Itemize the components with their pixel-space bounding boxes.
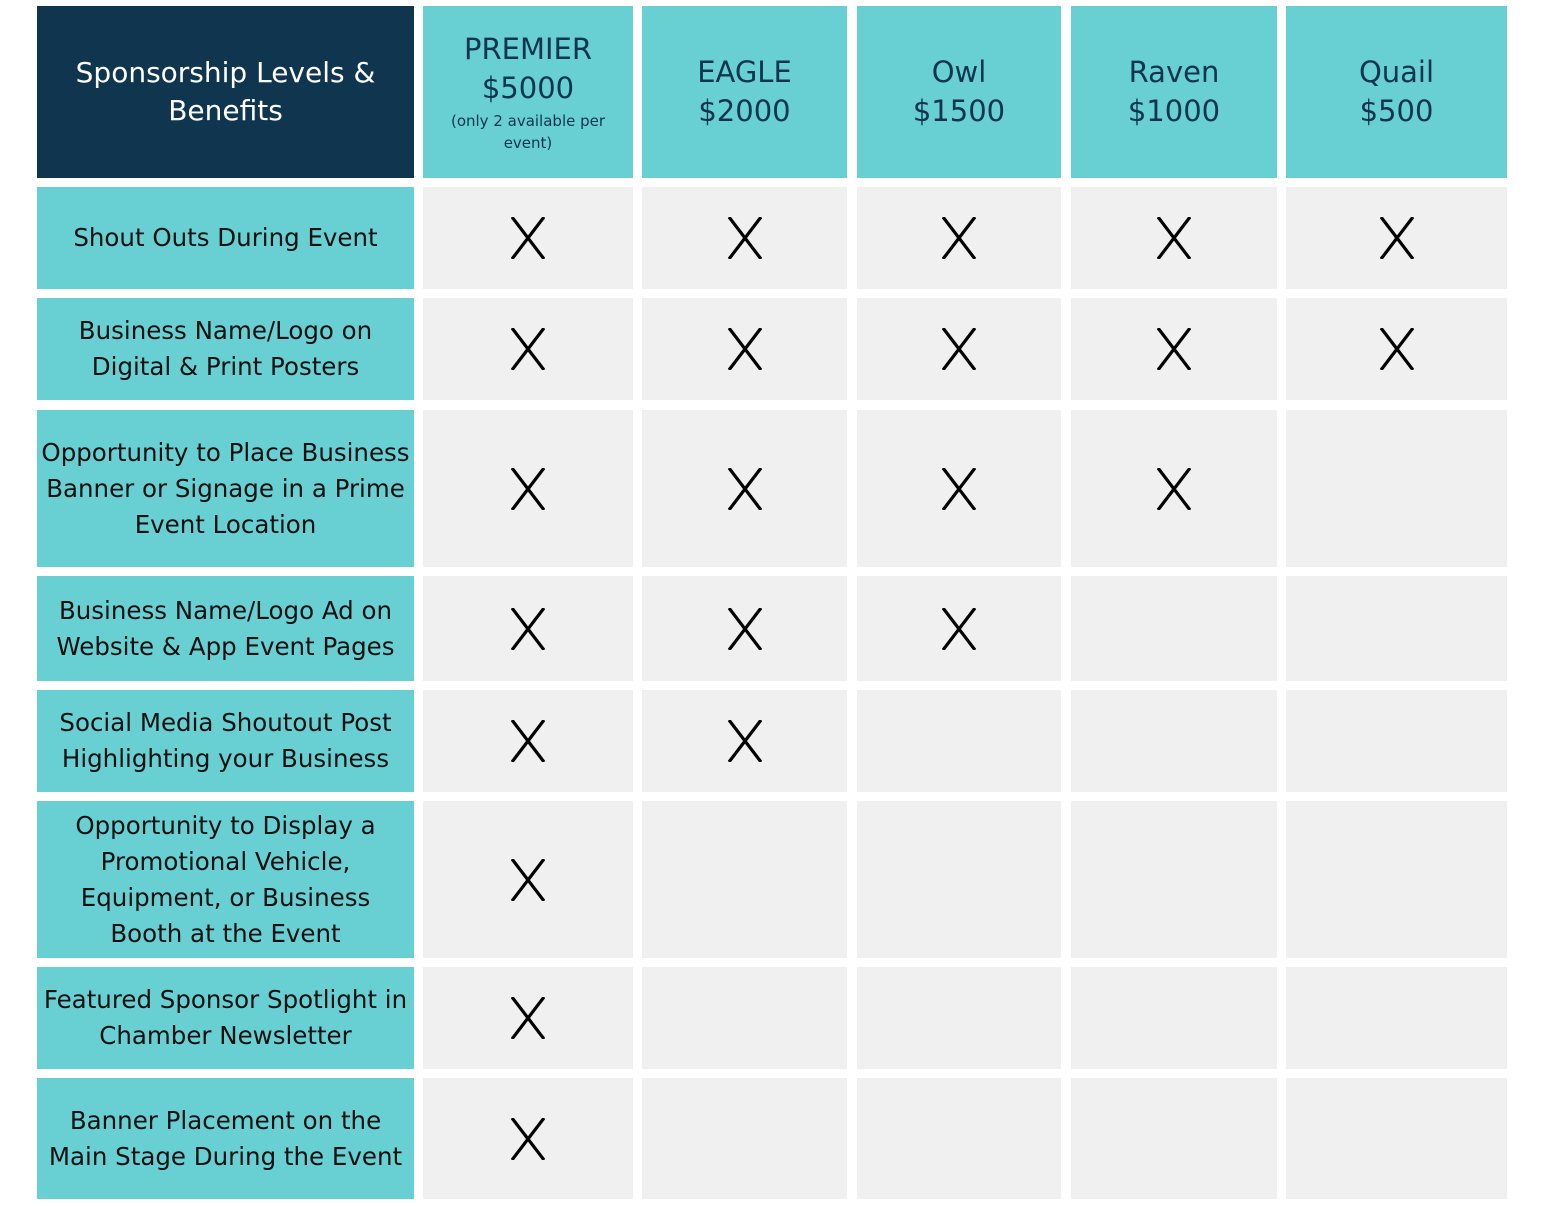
benefit-cell (857, 576, 1061, 681)
benefit-cell (857, 801, 1061, 958)
benefit-cell (423, 187, 633, 289)
benefit-cell (642, 576, 847, 681)
benefit-label-text: Social Media Shoutout Post Highlighting your Business (59, 708, 392, 773)
benefit-cell (1071, 1078, 1277, 1199)
benefit-label-text: Shout Outs During Event (73, 223, 378, 252)
benefit-cell (857, 967, 1061, 1069)
benefit-cell (1071, 801, 1277, 958)
benefit-cell (1071, 298, 1277, 400)
x-mark-icon (511, 608, 545, 650)
tier-price: $1000 (1127, 94, 1221, 128)
x-mark-icon (1380, 217, 1414, 259)
benefit-label (37, 801, 414, 958)
benefit-cell (423, 1078, 633, 1199)
benefit-cell (1071, 187, 1277, 289)
benefit-label-text: Opportunity to Display a Promotional Vehicle, Equipment, or Business Booth at the Event (75, 810, 376, 948)
corner-label: Sponsorship Levels & Benefits (75, 56, 376, 127)
benefit-cell (1286, 298, 1507, 400)
benefit-label (37, 690, 414, 792)
x-mark-icon (511, 859, 545, 901)
x-mark-icon (942, 468, 976, 510)
x-mark-icon (728, 468, 762, 510)
tier-header-quail (1286, 6, 1507, 178)
tier-price: $2000 (698, 94, 791, 128)
benefit-cell (857, 690, 1061, 792)
benefit-cell (1286, 576, 1507, 681)
benefit-label (37, 187, 414, 289)
benefit-cell (1286, 187, 1507, 289)
x-mark-icon (942, 217, 976, 259)
x-mark-icon (942, 608, 976, 650)
benefit-cell (1286, 967, 1507, 1069)
tier-header-premier (423, 6, 633, 178)
x-mark-icon (511, 720, 545, 762)
benefit-label (37, 298, 414, 400)
x-mark-icon (1380, 328, 1414, 370)
benefit-cell (423, 690, 633, 792)
benefit-cell (857, 1078, 1061, 1199)
benefit-label (37, 1078, 414, 1199)
benefit-cell (642, 801, 847, 958)
benefit-cell (642, 410, 847, 567)
benefit-cell (642, 1078, 847, 1199)
tier-name: Raven (1128, 55, 1220, 89)
benefit-cell (1071, 410, 1277, 567)
x-mark-icon (511, 468, 545, 510)
x-mark-icon (1157, 217, 1191, 259)
x-mark-icon (728, 217, 762, 259)
benefit-cell (423, 298, 633, 400)
x-mark-icon (511, 217, 545, 259)
tier-note: (only 2 available per event) (450, 112, 606, 152)
benefit-label-text: Opportunity to Place Business Banner or Signage in a Prime Event Location (41, 437, 410, 539)
benefit-cell (423, 801, 633, 958)
tier-name: EAGLE (697, 55, 792, 89)
x-mark-icon (511, 1118, 545, 1160)
tier-price: $5000 (481, 71, 575, 105)
benefit-cell (857, 298, 1061, 400)
tier-price: $500 (1359, 94, 1434, 128)
benefit-cell (423, 967, 633, 1069)
benefit-cell (642, 967, 847, 1069)
x-mark-icon (942, 328, 976, 370)
x-mark-icon (511, 328, 545, 370)
benefit-label (37, 967, 414, 1069)
tier-price: $1500 (912, 94, 1006, 128)
x-mark-icon (728, 608, 762, 650)
tier-name: PREMIER (463, 32, 592, 66)
benefit-cell (1071, 576, 1277, 681)
benefit-cell (857, 187, 1061, 289)
benefit-cell (1286, 1078, 1507, 1199)
benefit-cell (1071, 690, 1277, 792)
benefit-label (37, 410, 414, 567)
benefit-cell (642, 690, 847, 792)
benefit-label-text: Business Name/Logo Ad on Website & App Event Pages (56, 595, 395, 661)
benefit-cell (1286, 690, 1507, 792)
benefit-label-text: Featured Sponsor Spotlight in Chamber Newsletter (43, 985, 408, 1050)
benefit-label-text: Banner Placement on the Main Stage During the Event (48, 1105, 403, 1171)
benefit-cell (1286, 410, 1507, 567)
benefit-label-text: Business Name/Logo on Digital & Print Posters (78, 316, 373, 381)
benefit-cell (1071, 967, 1277, 1069)
benefit-cell (857, 410, 1061, 567)
tier-header-eagle (642, 6, 847, 178)
x-mark-icon (728, 328, 762, 370)
tier-header-owl (857, 6, 1061, 178)
tier-header-raven (1071, 6, 1277, 178)
benefit-cell (642, 298, 847, 400)
x-mark-icon (1157, 468, 1191, 510)
x-mark-icon (511, 997, 545, 1039)
x-mark-icon (1157, 328, 1191, 370)
benefit-cell (1286, 801, 1507, 958)
tier-name: Owl (931, 55, 987, 89)
x-mark-icon (728, 720, 762, 762)
tier-name: Quail (1358, 55, 1435, 89)
benefit-cell (423, 410, 633, 567)
table-corner-header (37, 6, 414, 178)
benefit-cell (423, 576, 633, 681)
benefit-label (37, 576, 414, 681)
benefit-cell (642, 187, 847, 289)
